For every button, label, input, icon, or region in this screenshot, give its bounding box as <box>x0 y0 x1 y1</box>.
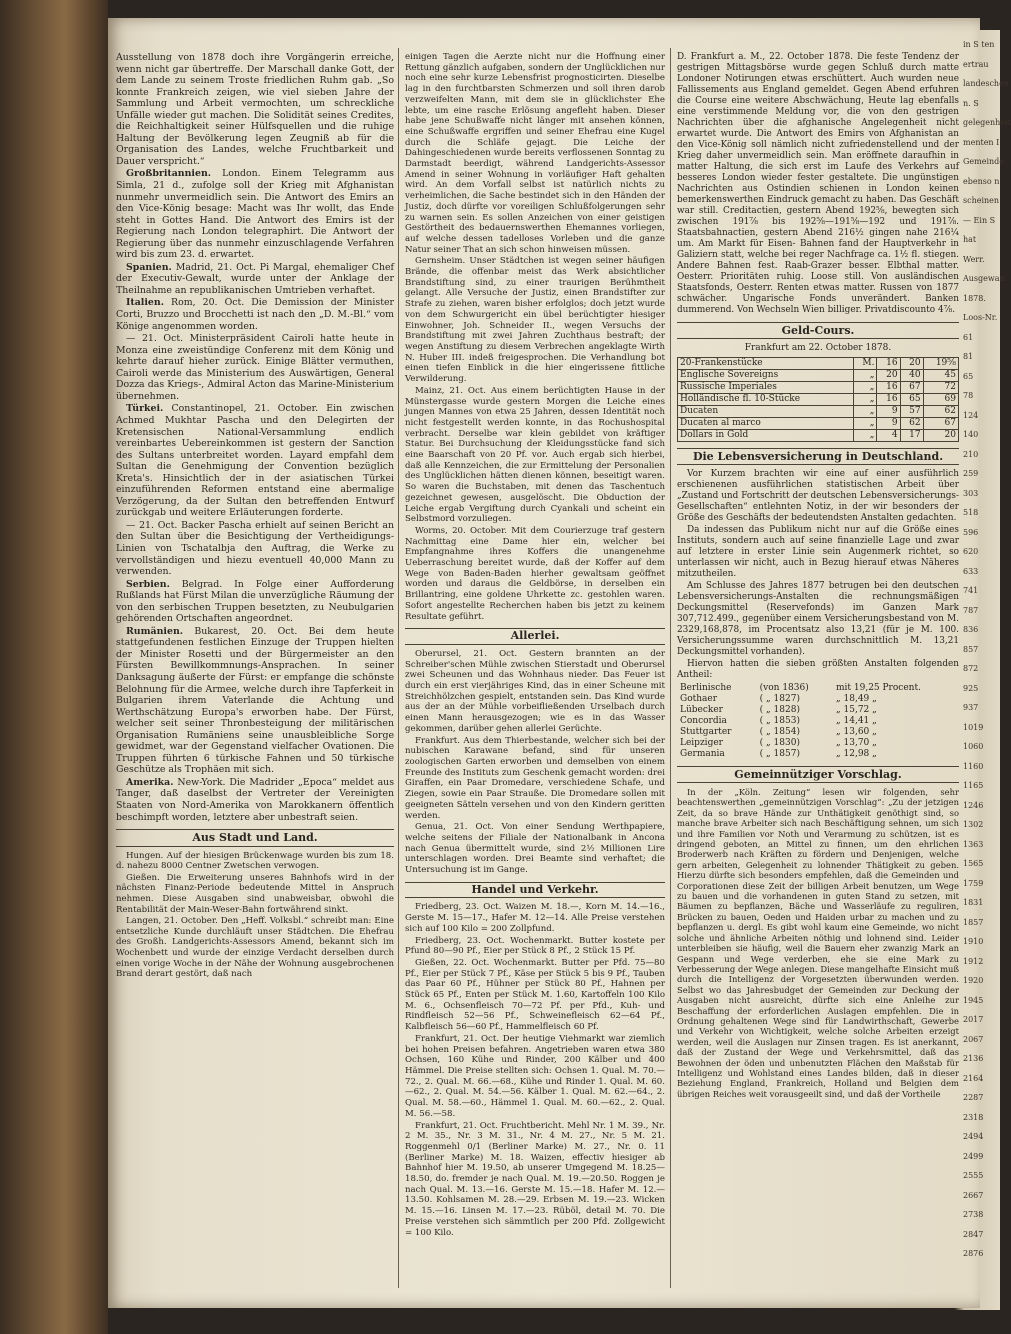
margin-fragment: 78 <box>963 391 974 400</box>
list-cell: ( „ 1828) <box>759 705 800 715</box>
table-cell: 57 <box>900 406 923 418</box>
list-item <box>677 749 959 760</box>
table-cell: Russische Imperiales <box>678 382 854 394</box>
margin-fragment: 1302 <box>963 820 984 829</box>
list-cell: ( „ 1827) <box>759 694 800 704</box>
margin-fragment: 61 <box>963 332 974 342</box>
article-paragraph: Frankfurt, 21. Oct. Fruchtbericht. Mehl Nr. 1 M. 39., Nr. 2 M. 35., Nr. 3 M. 31., Nr. 4 M. 27., Nr. 5 M. 21. Roggenmehl 0/1 (Berliner Marke) M. 27., Nr. 0. 11 (Berliner Marke) M. 18. Waizen, effectiv hiesiger ab Bahnhof hier M. 19.50, ab unserer Umgegend M. 18.25—18.50, do. fremder je nach Qual. M. 19.—20.50. Roggen je nach Qual. M. 13.—16. Gerste M. 15.—18. Hafer M. 12.—13.50. Kohlsamen M. 28.—29. Erbsen M. 19.—23. Wicken M. 15.—16. Linsen M. 17.—23. Rüböl, detail M. 70. Die Preise verstehen sich sämmtlich per 200 Pfd. Zollgewicht = 100 Kilo. <box>405 1120 665 1238</box>
list-cell: „ 15,72 „ <box>835 705 877 715</box>
margin-fragment: 2555 <box>963 1171 984 1180</box>
table-cell: 16 <box>877 358 900 370</box>
table-cell: M. <box>853 358 877 370</box>
margin-fragment: 857 <box>963 644 979 654</box>
article-paragraph <box>116 168 394 260</box>
insurance-list <box>677 683 959 760</box>
table-cell: 16 <box>877 394 900 406</box>
list-cell: ( „ 1854) <box>759 727 800 737</box>
margin-fragment: hat <box>963 235 977 244</box>
list-cell: ( „ 1857) <box>759 749 800 759</box>
article-paragraph: Gießen. Die Erweiterung unseres Bahnhofs wird in der nächsten Finanz-Periode bedeutende Mittel in Anspruch nehmen. Diese Ausgaben sind unabweisbar, obwohl die Rentabilität der Main-Weser-Bahn fortwährend sinkt. <box>116 872 394 915</box>
margin-fragment: 259 <box>963 469 979 478</box>
table-cell: 20 <box>877 370 900 382</box>
table-cell: 45 <box>923 370 958 382</box>
margin-fragment: 937 <box>963 703 979 712</box>
table-cell: 62 <box>923 406 958 418</box>
margin-fragment: 2017 <box>963 1015 984 1024</box>
table-cell: 20 <box>923 430 958 442</box>
column-3 <box>677 52 959 1282</box>
margin-fragment: 1910 <box>963 937 984 946</box>
column-2 <box>405 52 665 1282</box>
margin-fragment: — Ein S <box>963 215 996 225</box>
margin-fragment: 140 <box>963 430 979 439</box>
margin-fragment: Gemeinde <box>963 157 1005 166</box>
list-cell: Germania <box>680 749 725 759</box>
margin-fragment: gelegenheit <box>963 118 1011 127</box>
table-cell: 9 <box>877 406 900 418</box>
margin-fragment: 872 <box>963 664 979 673</box>
margin-fragment: 2738 <box>963 1210 984 1219</box>
margin-fragment: 620 <box>963 547 979 556</box>
table-cell: „ <box>853 418 877 430</box>
margin-fragment: 81 <box>963 352 974 361</box>
article-text: Bukarest, 20. Oct. Bei dem heute stattgefundenen festlichen Einzuge der Truppen hielten der Minister Rosetti und der Bürgermeister an den Fürsten Bewillkommnungs-Ansprachen. In seiner Danksagung äußerte der Fürst: er empfange die schönste Belohnung für die Armee, welche durch ihre Tapferkeit in Bulgarien ihrem Vaterlande die Achtung und Werthschätzung Europa's erworben habe. Der Fürst, welcher seit seiner Thronbesteigung der militärischen Organisation Rumäniens seine unausbleibliche Sorge gewidmet, war der Gegenstand vielfacher Ovationen. Die Truppen führten 6 türkische Fahnen und 50 türkische Geschütze als Trophäen mit sich. <box>116 625 394 776</box>
table-row <box>678 430 959 442</box>
column-1 <box>116 52 394 1282</box>
table-cell: 20-Frankenstücke <box>678 358 854 370</box>
margin-fragment: 1945 <box>963 995 984 1005</box>
margin-fragment: 210 <box>963 449 979 459</box>
table-cell: „ <box>853 370 877 382</box>
list-cell: mit 19,25 Procent. <box>835 683 921 693</box>
margin-fragment: 1878. <box>963 293 986 303</box>
table-row <box>678 406 959 418</box>
margin-fragment: 787 <box>963 605 979 615</box>
section-heading: Großbritannien. <box>126 168 212 180</box>
margin-fragment: Werr. <box>963 254 985 264</box>
table-cell: 65 <box>900 394 923 406</box>
geld-cours-date: Frankfurt am 22. October 1878. <box>744 343 892 353</box>
article-paragraph <box>116 777 394 823</box>
table-cell: „ <box>853 430 877 442</box>
list-cell: „ 18,49 „ <box>835 694 877 704</box>
article-paragraph: Vor Kurzem brachten wir eine auf einer ausführlich erschienenen ausführlichen statistischen Arbeit über „Zustand und Fortschritt der deutschen Lebensversicherungs-Gesellschaften“ entlehnten Notiz, in der wir besonders der Größe des Geschäfts der bedeutendsten Anstalten gedachten. <box>677 469 959 523</box>
list-item <box>677 683 959 694</box>
margin-fragment: Loos-Nr. <box>963 313 998 322</box>
table-cell: 4 <box>877 430 900 442</box>
list-cell: Gothaer <box>680 694 718 704</box>
section-title-handel: Handel und Verkehr. <box>405 882 665 899</box>
margin-fragment: 1912 <box>963 956 984 966</box>
list-cell: (von 1836) <box>759 683 809 693</box>
margin-fragment: 303 <box>963 488 979 498</box>
article-paragraph: Frankfurt, 21. Oct. Der heutige Viehmarkt war ziemlich bei hohen Preisen befahren. Angetrieben waren etwa 380 Ochsen, 160 Kühe und Rinder, 200 Kälber und 400 Hämmel. Die Preise stellten sich: Ochsen 1. Qual. M. 70.—72., 2. Qual. M. 66.—68., Kühe und Rinder 1. Qual. M. 60.—62., 2. Qual. M. 54.—56. Kälber 1. Qual. M. 62.—64., 2. Qual. M. 58.—60., Hämmel 1. Qual. M. 60.—62., 2. Qual. M. 56.—58. <box>405 1033 665 1119</box>
margin-fragment: 1160 <box>963 761 984 771</box>
table-cell: Dollars in Gold <box>678 430 854 442</box>
list-item <box>677 705 959 716</box>
newspaper-page <box>108 18 980 1308</box>
list-cell: „ 12,98 „ <box>835 749 877 759</box>
article-paragraph: Friedberg, 23. Oct. Waizen M. 18.—, Korn M. 14.—16., Gerste M. 15—17., Hafer M. 12—14. Alle Preise verstehen sich auf 100 Kilo = 200 Zollpfund. <box>405 902 665 934</box>
table-cell: 62 <box>900 418 923 430</box>
table-row <box>678 370 959 382</box>
section-title-allerlei: Allerlei. <box>405 628 665 645</box>
section-title-vorschlag: Gemeinnütziger Vorschlag. <box>677 766 959 783</box>
table-cell: 40 <box>900 370 923 382</box>
margin-fragment: 1363 <box>963 839 984 849</box>
margin-fragment: 2067 <box>963 1034 984 1044</box>
section-heading: Rumänien. <box>126 625 184 637</box>
list-cell: Berlinische <box>680 683 732 693</box>
table-row <box>678 358 959 370</box>
column-rule <box>670 48 671 1288</box>
margin-fragment: 1246 <box>963 800 984 810</box>
article-text: Constantinopel, 21. October. Ein zwischen Achmed Mukhtar Pascha und den Delegirten der Kretensischen National-Versammlung endlich vereinbartes Uebereinkommen ist gestern der Sanction des Sultans unterbreitet worden. Layard empfahl dem Sultan die Genehmigung der Convention bezüglich Kreta's. Hinsichtlich der in der asiatischen Türkei einzuführenden Reformen entstand eine abermalige Verzögerung, da der Sultan den betreffenden Entwurf zurückgab und weitere Erläuterungen forderte. <box>116 403 394 519</box>
list-item <box>677 727 959 738</box>
table-cell: 17 <box>900 430 923 442</box>
margin-fragment: 1060 <box>963 742 984 751</box>
list-cell: Stuttgarter <box>680 727 732 737</box>
table-row <box>678 382 959 394</box>
section-title-geld-cours: Geld-Cours. <box>677 322 959 339</box>
margin-fragment: 2499 <box>963 1151 984 1161</box>
list-cell: Lübecker <box>680 705 723 715</box>
adjacent-page-text <box>957 40 1011 1300</box>
article-text: London. Einem Telegramm aus Simla, 21 d., zufolge soll der Krieg mit Afghanistan nunmehr unvermeidlich sein. Die Antwort des Emirs an den Vice-König besage: Macht was Ihr wollt, das Ende steht in Gottes Hand. Die Antwort des Emirs ist der Regierung nach London telegraphirt. Die Antwort der Regierung über das nunmehr einzuschlagende Verfahren wird bis zum 23. d. erwartet. <box>116 168 394 261</box>
margin-fragment: 633 <box>963 566 979 576</box>
margin-fragment: 124 <box>963 410 979 420</box>
table-cell: 72 <box>923 382 958 394</box>
article-text: New-York. Die Madrider „Epoca“ meldet aus Tanger, daß daselbst der Vertreter der Vereinigten Staaten von Nord-Amerika von Marokkanern öffentlich beschimpft worden, letztere aber unbestraft seien. <box>116 776 395 823</box>
table-cell: 67 <box>900 382 923 394</box>
margin-fragment: menten I <box>963 137 1000 147</box>
section-title-lebensversicherung: Die Lebensversicherung in Deutschland. <box>677 448 959 465</box>
margin-fragment: 2494 <box>963 1132 984 1141</box>
list-cell: „ 14,41 „ <box>835 716 877 726</box>
table-cell: 20 <box>900 358 923 370</box>
article-paragraph: Frankfurt. Aus dem Thierbestande, welcher sich bei der nubischen Karawane befand, sind für unseren zoologischen Garten erworben und demselben von einem Freunde des Instituts zum Geschenk gemacht worden: drei Giraffen, ein Paar Dromedare, verschiedene Schafe, und Ziegen, sowie ein Paar Strauße. Die Dromedare sollen mit geeigneten Sätteln versehen und von den Kindern geritten werden. <box>405 735 665 821</box>
article-paragraph: Da indessen das Publikum nicht nur auf die Größe eines Instituts, sondern auch auf seine finanzielle Lage und zwar auf letztere in erster Linie sein Augenmerk richtet, so unterlassen wir nicht, auch in Bezug hierauf etwas Näheres mitzutheilen. <box>677 525 959 579</box>
list-cell: „ 13,70 „ <box>835 738 877 748</box>
margin-fragment: 1857 <box>963 917 984 927</box>
list-cell: ( „ 1853) <box>759 716 800 726</box>
article-paragraph <box>116 579 394 625</box>
article-paragraph: — 21. Oct. Ministerpräsident Cairoli hatte heute in Monza eine zweistündige Conferenz mit dem König und kehrte darauf hieher zurück. Einige Blätter vermuthen, Cairoli werde das Ministerium des Auswärtigen, General Dozza das Kriegs-, Admiral Acton das Marine-Ministerium übernehmen. <box>116 333 394 402</box>
margin-fragment: 1165 <box>963 781 984 790</box>
table-cell: 19⅝ <box>923 358 958 370</box>
article-text: Rom, 20. Oct. Die Demission der Minister Corti, Bruzzo und Brocchetti ist nach den „D. M.-Bl.“ vom Könige angenommen worden. <box>116 297 395 332</box>
margin-fragment: 1759 <box>963 878 984 888</box>
article-paragraph <box>116 262 394 297</box>
section-title-stadt-land: Aus Stadt und Land. <box>116 829 394 847</box>
margin-fragment: 2164 <box>963 1073 984 1083</box>
article-paragraph: Worms, 20. October. Mit dem Courierzuge traf gestern Nachmittag eine Dame hier ein, welcher bei Empfangnahme ihres Koffers die unangenehme Ueberraschung bereitet wurde, daß der Koffer auf dem Wege von Baden-Baden hierher gewaltsam geöffnet worden und daraus die Geldbörse, in derselben ein Brillantring, eine goldene Uhrkette zc. gestohlen waren. Sofort angestellte Recherchen haben bis jetzt zu keinem Resultate geführt. <box>405 525 665 622</box>
article-paragraph: einigen Tagen die Aerzte nicht nur die Hoffnung einer Rettung gänzlich aufgaben, sondern der Unglücklichen nur noch eine sehr kurze Lebensfrist prognosticirten. Dieselbe lag in den furchtbarsten Schmerzen und soll ihren darob verzweifelten Mann, mit dem sie in glücklichster Ehe lebte, um eine rasche Erlösung angefleht haben. Dieser habe jene Schußwaffe nicht länger mit ansehen können, eine Schußwaffe ergriffen und seiner Ehefrau eine Kugel durch die Schläfe gejagt. Die Leiche der Dahingeschiedenen wurde bereits verflossenen Sonntag zu Darmstadt beerdigt, während Landgerichts-Assessor Amend in seiner Wohnung in vorläufiger Haft gehalten wird. An dem Vorfall selbst ist natürlich nichts zu verheimlichen, die Sache bestindet sich in den Händen der Justiz, doch dürfte vor voreiligen Schlußfolgerungen sehr zu warnen sein. Es sollen Anzeichen von einer geistigen Gestörtheit des bedauernswerthen Ehemannes vorliegen, auf welche dessen tadelloses Vorleben und die ganze Natur seiner That an sich schon hinweisen müssen. <box>405 52 665 255</box>
margin-fragment: scheinen <box>963 196 1000 205</box>
list-cell: Concordia <box>680 716 727 726</box>
table-cell: „ <box>853 406 877 418</box>
article-paragraph: Gernsheim. Unser Städtchen ist wegen seiner häufigen Brände, die offenbar meist das Werk absichtlicher Brandstiftung sind, zu einer traurigen Berühmtheit gelangt. Alle Versuche der Justiz, einen Brandstifter zur Strafe zu ziehen, waren bisher erfolglos; doch jetzt wurde von dem Schwurgericht ein übel berüchtigter hiesiger Einwohner, Joh. Schneider II., wegen Versuchs der Brandstiftung mit zwei Jahren Zuchthaus bestraft; der wegen Anstiftung zu diesem Verbrechen angeklagte Wirth N. Huber III. indeß freigesprochen. Die Verhandlung bot einen tiefen Einblick in die hier eingerissene fittliche Verwilderung. <box>405 256 665 385</box>
margin-fragment: in S ten <box>963 40 995 49</box>
book-binding <box>0 0 108 1334</box>
margin-fragment: 2136 <box>963 1054 984 1063</box>
table-cell: Ducaten <box>678 406 854 418</box>
margin-fragment: landeschen <box>963 79 1009 88</box>
margin-fragment: 2667 <box>963 1190 984 1200</box>
table-cell: 69 <box>923 394 958 406</box>
margin-fragment: Ausgewan <box>963 274 1005 283</box>
article-paragraph <box>116 297 394 332</box>
list-item <box>677 716 959 727</box>
article-paragraph: — 21. Oct. Backer Pascha erhielt auf seinen Bericht an den Sultan über die Besichtigung der Vertheidigungs-Linien von Tschatalbja den Auftrag, die Werke zu vervollständigen und hiezu eventuell 40,000 Mann zu verwenden. <box>116 519 394 578</box>
margin-fragment: 2876 <box>963 1249 984 1258</box>
list-cell: Leipziger <box>680 738 723 748</box>
margin-fragment: 1565 <box>963 859 984 868</box>
article-paragraph: Hiervon hatten die sieben größten Anstalten folgenden Antheil: <box>677 659 959 680</box>
section-heading: Amerika. <box>126 776 174 788</box>
margin-fragment: 1019 <box>963 722 984 732</box>
margin-fragment: 925 <box>963 683 979 693</box>
margin-fragment: 65 <box>963 371 974 381</box>
article-paragraph: Ausstellung von 1878 doch ihre Vorgängerin erreiche, wenn nicht gar übertreffe. Der Marschall danke Gott, der dem Lande zu seinem Troste friedlichen Ruhm gab. „So konnte Frankreich zeigen, wie viel sieben Jahre der Sammlung und Arbeit vermochten, um schreckliche Unfälle wieder gut machen. Die Solidität seines Credites, die Reichhaltigkeit seiner Hülfsquellen und die ruhige Haltung der Bevölkerung legen Zeugniß ab für die Organisation des Landes, welche Fruchtbarkeit und Dauer verspricht.“ <box>116 52 394 167</box>
section-heading: Spanien. <box>126 261 172 273</box>
article-text: Belgrad. In Folge einer Aufforderung Rußlands hat Fürst Milan die unverzügliche Räumung der von den serbischen Truppen besetzten, zu Neubulgarien gehörenden Ortschaften angeordnet. <box>116 578 394 625</box>
table-cell: Ducaten al marco <box>678 418 854 430</box>
list-item <box>677 694 959 705</box>
margin-fragment: 1831 <box>963 898 984 907</box>
margin-fragment: 1920 <box>963 976 984 985</box>
article-text: Madrid, 21. Oct. Pi Margal, ehemaliger Chef der Executiv-Gewalt, wurde unter der Anklage der Theilnahme an republikanischen Umtrieben verhaftet. <box>116 261 394 296</box>
margin-fragment: 836 <box>963 625 979 634</box>
table-cell: „ <box>853 394 877 406</box>
article-paragraph: D. Frankfurt a. M., 22. October 1878. Die feste Tendenz der gestrigen Mittagsbörse wurde gegen Schluß durch matte Londoner Notirungen etwas erschüttert. Auch wurden neue Fallissements aus England gemeldet. Gegen Abend erfuhren die Course eine weitere Abschwächung, Heute lag ebenfalls eine verstimmende Meldung vor, die von den gestrigen Nachrichten über die afghanische Angelegenheit nicht erwartet wurde. Die Antwort des Emirs von Afghanistan an den Vice-König soll nämlich nicht zufriedenstellend und der Krieg daher unvermeidlich sein. Man eröffnete daraufhin in matter Haltung, die sich erst im Laufe des Verkehrs auf besseres London wieder fester gestaltete. Die ungünstigen Nachrichten aus Ostindien schienen in London keinen bemerkenswerthen Eindruck gemacht zu haben. Das Geschäft war still. Creditactien, gestern Abend 192⅝, bewegten sich zwischen 191⅞ bis 192⅝—191⅝—192 und 191⅞. Staatsbahnactien, gestern Abend 216½ gingen nahe 216¼ um. Am Markt für Eisen- Bahnen fand der Hauptverkehr in Galiziern statt, welche bei reger Nachfrage ca. 1½ fl. stiegen. Andere Bahnen fest. Raab-Grazer besser. Elbthal matter. Oesterr. Prioritäten ruhig. Loose still. Von ausländischen Staatsfonds, Oesterr. Renten etwas matter. Russen von 1877 schwächer. Ungarische Fonds unverändert. Banken dummerend. Von Wechseln Wien billiger. Privatdiscounto 4⅞. <box>677 52 959 315</box>
section-heading: Serbien. <box>126 578 170 590</box>
article-paragraph: Hungen. Auf der hiesigen Brückenwage wurden bis zum 18. d. nahezu 8000 Centner Zwetschen verwogen. <box>116 850 394 872</box>
column-rule <box>398 48 399 1288</box>
margin-fragment: n. S <box>963 98 979 108</box>
margin-fragment: 2287 <box>963 1093 984 1102</box>
margin-fragment: ebenso n <box>963 176 1000 186</box>
article-paragraph <box>116 626 394 776</box>
article-paragraph: In der „Köln. Zeitung“ lesen wir folgenden, sehr beachtenswerthen „gemeinnützigen Vorschlag“: „Zu der jetzigen Zeit, da so brave Hände zur Unthätigkeit genöthigt sind, so manche brave Arbeiter sich nach Beschäftigung sehnen, um sich und ihre Familien vor Noth und Verarmung zu schützen, ist es dringend geboten, an Mittel zu finnen, um den ehrlichen Broderwerb nach Kräften zu fördern und Denjenigen, welche gern arbeiten, Gelegenheit zu lohnender Thätigkeit zu geben. Hierzu dürfte sich besonders empfehlen, daß die Gemeinden und Corporationen diese Zeit der billigen Arbeit benutzen, um Wege zu bauen und die vorhandenen in guten Stand zu setzen, mit Bäumen zu bepflanzen, Bäche und Wasserläufe zu reguliren, Brücken zu bauen, Oeden und Haiden urbar zu machen und zu bepflanzen u. dergl. Es gibt wohl kaum eine Gemeinde, wo nicht solche und ähnliche Arbeiten nöthig und lohnend sind. Leider unterbleiben sie häufig, weil die Bauern eher zwanzig Mark an Gespann und Wege verderben, ehe sie eine Mark zu Verbesserung der Wege anlegen. Diese mangelhafte Einsicht muß durch die Intelligenz der Vorgesetzten überwunden werden. Selbst wo das Jahresbudget der Gemeinden zur Deckung der Ausgaben nicht ausreicht, dürfte sich eine Anleihe zur Beschaffung der erforderlichen Auslagen empfehlen. Die in Ordnung gehaltenen Wege sind für Landwirthschaft, Gewerbe und Verkehr von Wichtigkeit, welche solche Arbeiten erzeigt werden, weil die Auslagen nur Zinsen tragen. Es ist anerkannt, daß der Zustand der Wege und Verkehrsmittel, daß das Bewohnen der öden und unbenutzten Flächen den Maßstab für Intelligenz und Wohlstand eines Landes bilden, daß in dieser Beziehung England, Frankreich, Holland und Belgien dem übrigen Reiches weit vorausgeeilt sind, und daß der Vortheile <box>677 787 959 1099</box>
article-paragraph: Oberursel, 21. Oct. Gestern brannten an der Schreiber'schen Mühle zwischen Stierstadt und Oberursel zwei Scheunen und das Wohnhaus nieder. Das Feuer ist durch ein erst vierjähriges Kind, das in einer Scheune mit Streichhölzchen gespielt, entstanden sein. Das Kind wurde aus der an der Mühle vorbeifließenden Urselbach durch einen Mann herausgezogen; wie es in das Wasser gekommen, darüber gehen allerlei Gerüchte. <box>405 648 665 734</box>
margin-fragment: ertrau <box>963 59 989 69</box>
table-cell: Holländische fl. 10-Stücke <box>678 394 854 406</box>
list-cell: ( „ 1830) <box>759 738 800 748</box>
geld-cours-table <box>677 357 959 442</box>
margin-fragment: 596 <box>963 527 979 537</box>
article-paragraph: Mainz, 21. Oct. Aus einem berüchtigten Hause in der Münstergasse wurde gestern Morgen die Leiche eines jungen Mannes von etwa 25 Jahren, dessen Identität noch nicht festgestellt werden konnte, in das Rochushospital verbracht. Derselbe war klein gebildet von kräftiger Statur. Bei Durchsuchung der Kleidungsstücke fand sich eine Baarschaft von 20 Pf. vor. Auch ergab sich hierbei, daß alle Kennzeichen, die zur Ermittelung der Personalien des Unglücklichen hätten dienen können, beseitigt waren. So waren die Buchstaben, mit denen das Taschentuch gezeichnet gewesen, ausgelöscht. Die Obduction der Leiche ergab Vergiftung durch Cyankali und scheint ein Selbstmord vorzuliegen. <box>405 385 665 525</box>
article-paragraph: Gießen, 22. Oct. Wochenmarkt. Butter per Pfd. 75—80 Pf., Eier per Stück 7 Pf., Käse per Stück 5 bis 9 Pf., Tauben das Paar 60 Pf., Hühner per Stück 80 Pf., Hahnen per Stück 65 Pf., Enten per Stück M. 1.60, Kartoffeln 100 Kilo M. 6., Ochsenfleisch 70—72 Pf. per Pfd., Kuh- und Rindfleisch 52—56 Pf., Schweinefleisch 62—64 Pf., Kalbfleisch 56—60 Pf., Hammelfleisch 60 Pf. <box>405 957 665 1033</box>
article-paragraph: Am Schlusse des Jahres 1877 betrugen bei den deutschen Lebensversicherungs-Anstalten die rechnungsmäßigen Deckungsmittel (Reservefonds) im Ganzen Mark 307,712.499., gegenüber einem Versicherungsbestand von M. 2329,168,878, im Procentsatz also 13,21 (für je M. 100. Versicherungssumme waren durchschnittlich M. 13,21 Deckungsmittel vorhanden). <box>677 581 959 657</box>
margin-fragment: 2847 <box>963 1229 984 1239</box>
table-cell: Englische Sovereigns <box>678 370 854 382</box>
article-paragraph <box>116 403 394 518</box>
section-heading: Türkei. <box>126 403 164 415</box>
table-row <box>678 418 959 430</box>
article-paragraph: Friedberg, 23. Oct. Wochenmarkt. Butter kostete per Pfund 80—90 Pf., Eier per Stück 8 Pf., 2 Stück 15 Pf. <box>405 935 665 957</box>
margin-fragment: 518 <box>963 508 979 517</box>
table-cell: „ <box>853 382 877 394</box>
table-cell: 67 <box>923 418 958 430</box>
list-cell: „ 13,60 „ <box>835 727 877 737</box>
section-heading: Italien. <box>126 297 164 309</box>
article-paragraph: Genua, 21. Oct. Von einer Sendung Werthpapiere, welche seitens der Filiale der Nationalbank in Ancona nach Genua übermittelt wurde, sind 2½ Millionen Lire unterschlagen worden. Drei Beamte sind verhaftet; die Untersuchung ist im Gange. <box>405 822 665 876</box>
article-paragraph: Langen, 21. October. Den „Heff. Volksbl.“ schreibt man: Eine entsetzliche Kunde durchläuft unser Städtchen. Die Ehefrau des Großh. Landgerichts-Assessors Amend, bekannt sich im Wochenbett und wurde der einzige Verdacht derselben durch einen vorige Woche in der Nähe der Wohnung ausgebrochenen Brand derart gestört, daß nach <box>116 916 394 980</box>
table-cell: 16 <box>877 382 900 394</box>
margin-fragment: 741 <box>963 586 979 595</box>
margin-fragment: 2318 <box>963 1112 984 1122</box>
list-item <box>677 738 959 749</box>
table-row <box>678 394 959 406</box>
table-cell: 9 <box>877 418 900 430</box>
